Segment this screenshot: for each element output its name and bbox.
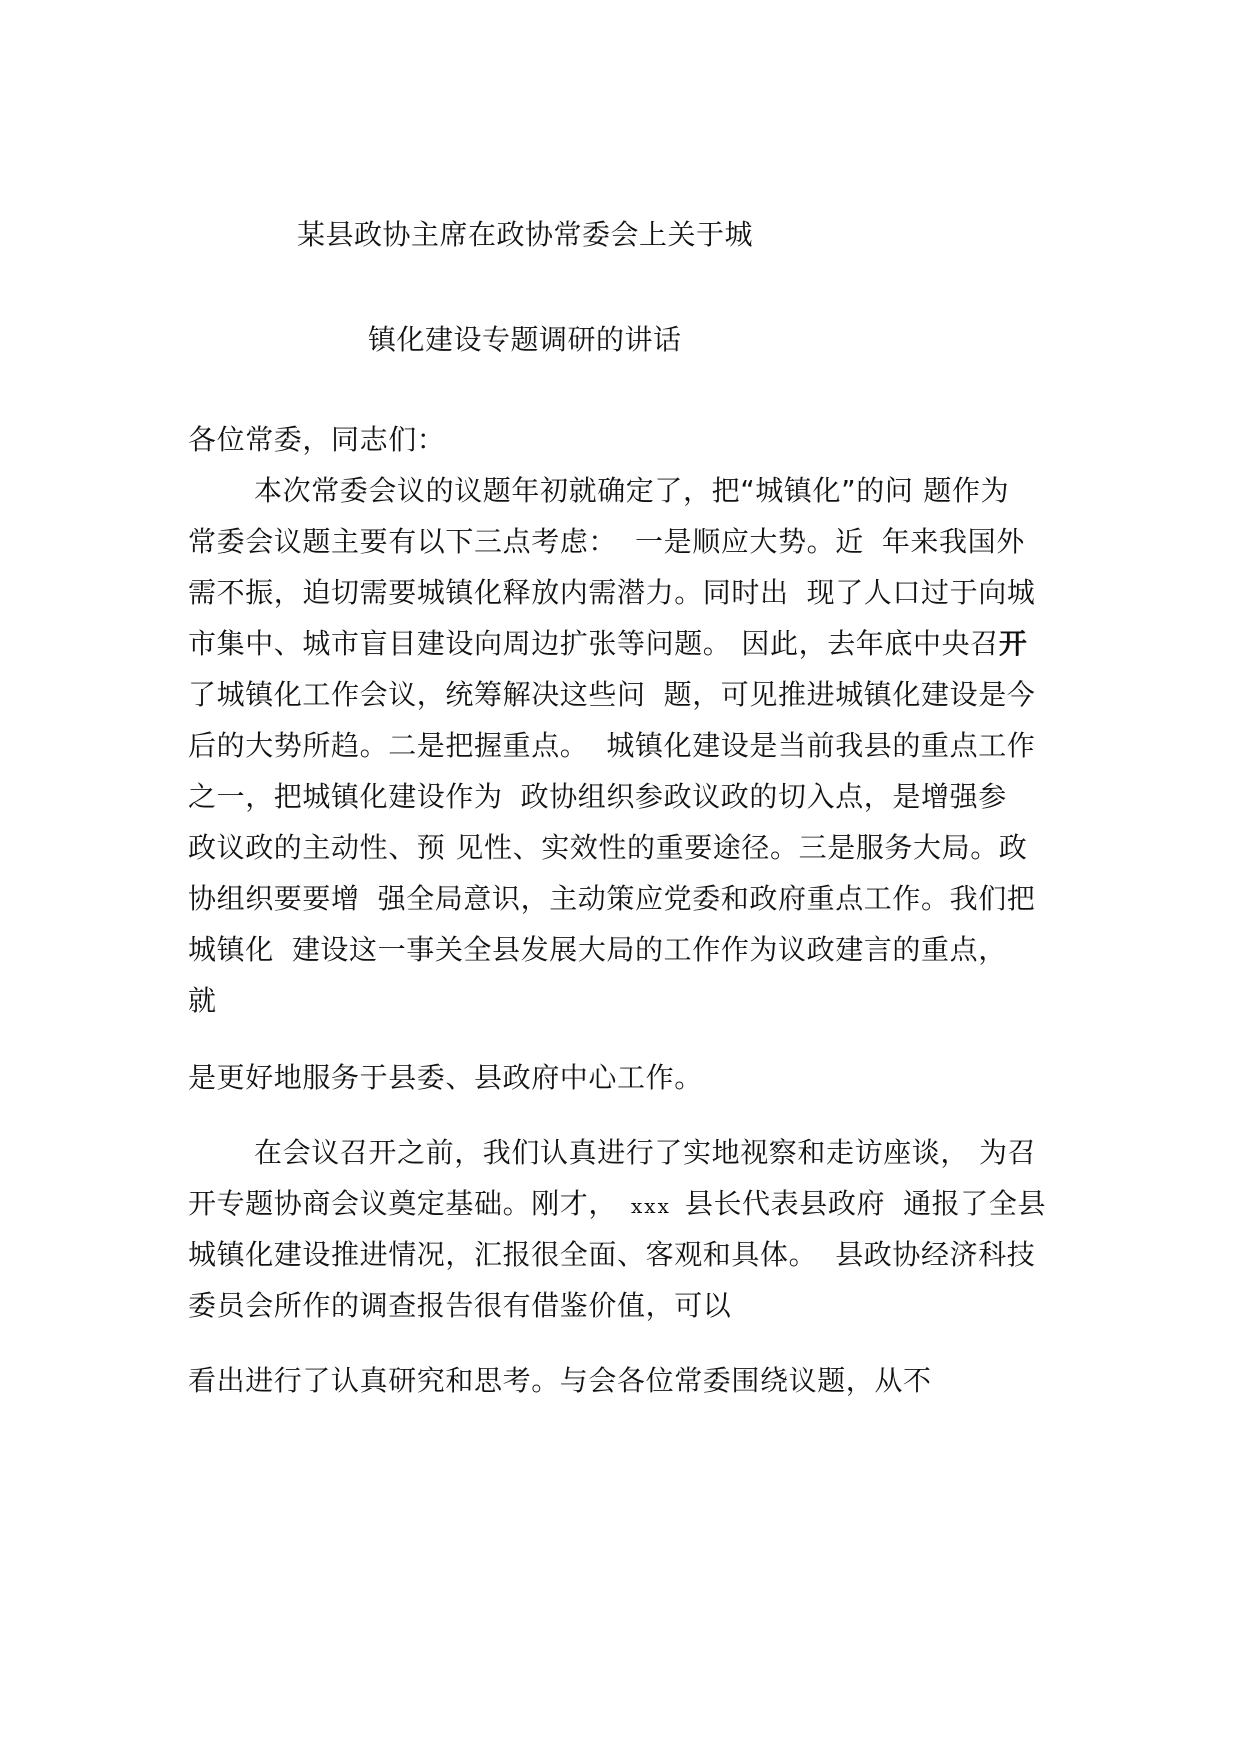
text-segment: 一是顺应大势。近: [635, 525, 864, 558]
paragraph-2-line: [188, 1182, 1046, 1222]
text-segment: 县长代表县政府: [684, 1187, 886, 1220]
text-segment: 开: [998, 627, 1028, 660]
paragraph-2-line: [254, 1131, 1036, 1171]
paragraph-1-line: [188, 724, 1035, 764]
text-segment: 在会议召开之前，我们认真进行了实地视察和走访座谈，: [254, 1136, 970, 1169]
text-segment: 之一，把城镇化建设作为: [188, 780, 503, 813]
text-segment: 了城镇化工作会议，统筹解决这些问: [188, 678, 646, 711]
document-title-line-1: 某县政协主席在政协常委会上关于城: [297, 218, 754, 251]
text-segment: 通报了全县: [903, 1187, 1047, 1220]
text-segment: 建设这一事关全县发展大局的工作作为议政建言的重点，: [291, 933, 1007, 966]
placeholder-name: xxx: [631, 1194, 671, 1218]
paragraph-1-line: [188, 826, 1027, 866]
text-segment: 见性、实效性的重要途径。三是服务大局。政: [455, 831, 1028, 864]
text-segment: 政议政的主动性、预: [188, 831, 446, 864]
text-segment: 开专题协商会议奠定基础。刚才，: [188, 1187, 618, 1220]
text-segment: 就: [188, 984, 217, 1017]
text-segment: 后的大势所趋。二是把握重点。: [188, 729, 589, 762]
text-segment: 因此，去年底中央召: [741, 627, 999, 660]
text-segment: 城镇化: [188, 933, 274, 966]
paragraph-1-line: [188, 775, 1007, 815]
document-title-line-2: 镇化建设专题调研的讲话: [368, 323, 682, 356]
paragraph-1-line: [188, 571, 1035, 611]
paragraph-2-line: [188, 1359, 932, 1399]
text-segment: 题作为: [923, 474, 1010, 507]
paragraph-1-line: [188, 520, 1025, 560]
text-segment: 县政协经济科技: [835, 1238, 1036, 1271]
text-segment: 市集中、城市盲目建设向周边扩张等问题。: [188, 627, 732, 660]
paragraph-1-line: [188, 622, 1027, 662]
text-segment: 看出进行了认真研究和思考。与会各位常委围绕议题，从不: [188, 1364, 932, 1397]
text-segment: 是更好地服务于县委、县政府中心工作。: [188, 1061, 703, 1094]
paragraph-2-line: [188, 1233, 1035, 1273]
paragraph-1-line: [188, 928, 1007, 968]
text-segment: 城镇化建设推进情况，汇报很全面、客观和具体。: [188, 1238, 818, 1271]
text-segment: 协组织要要增: [188, 882, 360, 915]
text-segment: 常委会议题主要有以下三点考虑：: [188, 525, 618, 558]
text-segment: 年来我国外: [881, 525, 1025, 558]
text-segment: 委员会所作的调查报告很有借鉴价值，可以: [188, 1289, 732, 1322]
text-segment: 题，可见推进城镇化建设是今: [663, 678, 1036, 711]
text-segment: 城镇化建设是当前我县的重点工作: [606, 729, 1036, 762]
paragraph-1-line: [188, 979, 217, 1019]
paragraph-2-line: [188, 1284, 731, 1324]
paragraph-1-line: [188, 1056, 703, 1096]
paragraph-1-line: [188, 673, 1035, 713]
text-segment: 需不振，迫切需要城镇化释放内需潜力。同时出: [188, 576, 789, 609]
text-segment: 本次常委会议的议题年初就确定了，把“城镇化”的问: [254, 474, 914, 507]
text-segment: 为召: [979, 1136, 1037, 1169]
text-segment: 现了人口过于向城: [806, 576, 1036, 609]
text-segment: 强全局意识，主动策应党委和政府重点工作。我们把: [377, 882, 1036, 915]
paragraph-1-line: [188, 877, 1035, 917]
text-segment: 政协组织参政议政的切入点，是增强参: [520, 780, 1007, 813]
salutation: 各位常委，同志们：: [188, 423, 446, 456]
paragraph-1-line: [254, 469, 1009, 509]
